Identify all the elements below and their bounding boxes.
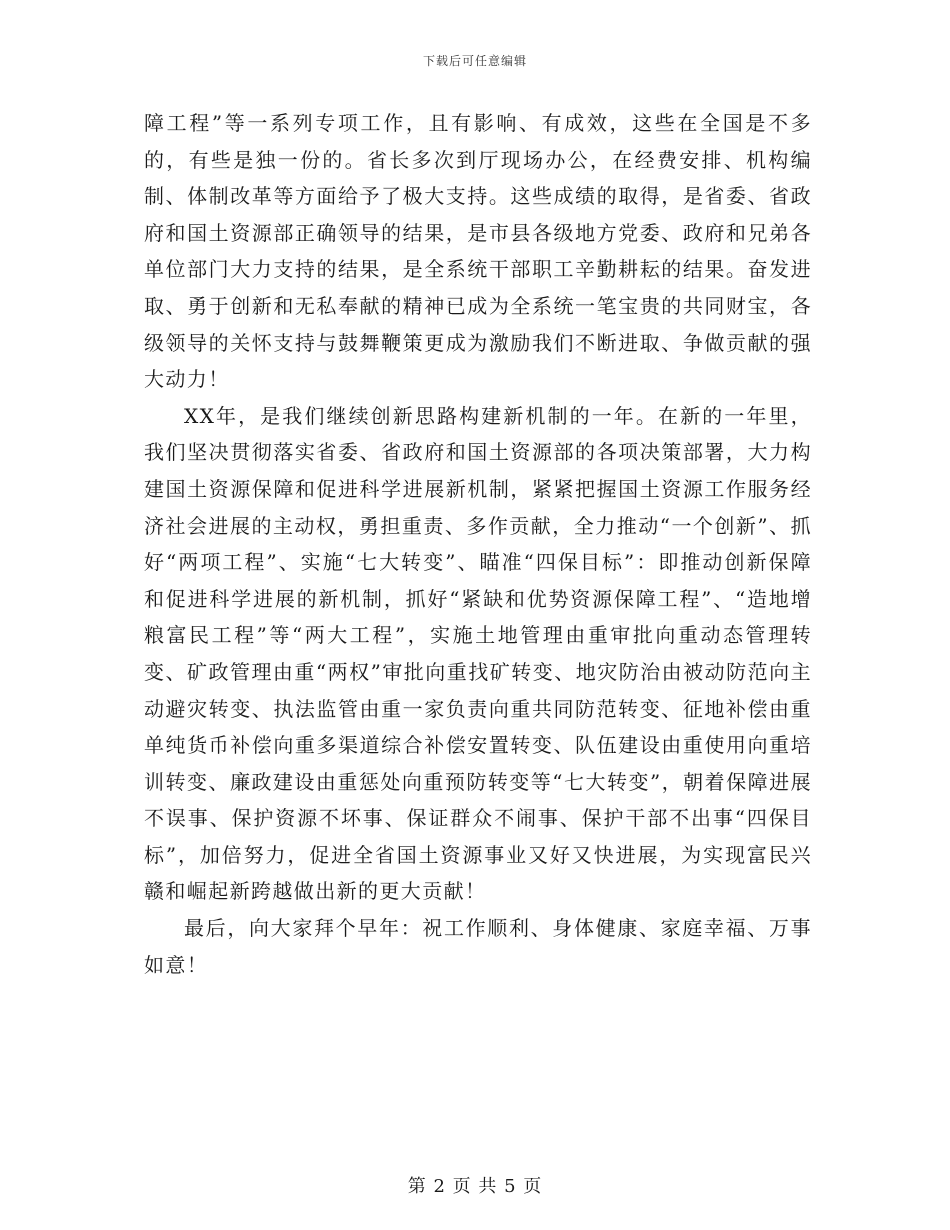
paragraph-1: 障工程”等一系列专项工作，且有影响、有成效，这些在全国是不多的，有些是独一份的。省长多次到厅现场办公，在经费安排、机构编制、体制改革等方面给予了极大支持。这些成绩的取得，是省委、省政府和国土资源部正确领导的结果，是市县各级地方党委、政府和兄弟各单位部门大力支持的结果，是全系统干部职工辛勤耕耘的结果。奋发进取、勇于创新和无私奉献的精神已成为全系统一笔宝贵的共同财宝，各级领导的关怀支持与鼓舞鞭策更成为激励我们不断进取、争做贡献的强大动力！ bbox=[144, 111, 812, 392]
page-header: 下载后可任意编辑 bbox=[422, 54, 527, 68]
document-body bbox=[144, 105, 812, 983]
paragraph-2: XX年，是我们继续创新思路构建新机制的一年。在新的一年里，我们坚决贯彻落实省委、省政府和国土资源部的各项决策部署，大力构建国土资源保障和促进科学进展新机制，紧紧把握国土资源工作服务经济社会进展的主动权，勇担重责、多作贡献，全力推动“一个创新”、抓好“两项工程”、实施“七大转变”、瞄准“四保目标”：即推动创新保障和促进科学进展的新机制，抓好“紧缺和优势资源保障工程”、“造地增粮富民工程”等“两大工程”，实施土地管理由重审批向重动态管理转变、矿政管理由重“两权”审批向重找矿转变、地灾防治由被动防范向主动避灾转变、执法监管由重一家负责向重共同防范转变、征地补偿由重单纯货币补偿向重多渠道综合补偿安置转变、队伍建设由重使用向重培训转变、廉政建设由重惩处向重预防转变等“七大转变”，朝着保障进展不误事、保护资源不坏事、保证群众不闹事、保护干部不出事“四保目标”，加倍努力，促进全省国土资源事业又好又快进展，为实现富民兴赣和崛起新跨越做出新的更大贡献！ bbox=[144, 403, 812, 904]
page-number-footer: 第 2 页 共 5 页 bbox=[407, 1176, 543, 1197]
paragraph-3: 最后，向大家拜个早年：祝工作顺利、身体健康、家庭幸福、万事如意！ bbox=[144, 916, 812, 977]
